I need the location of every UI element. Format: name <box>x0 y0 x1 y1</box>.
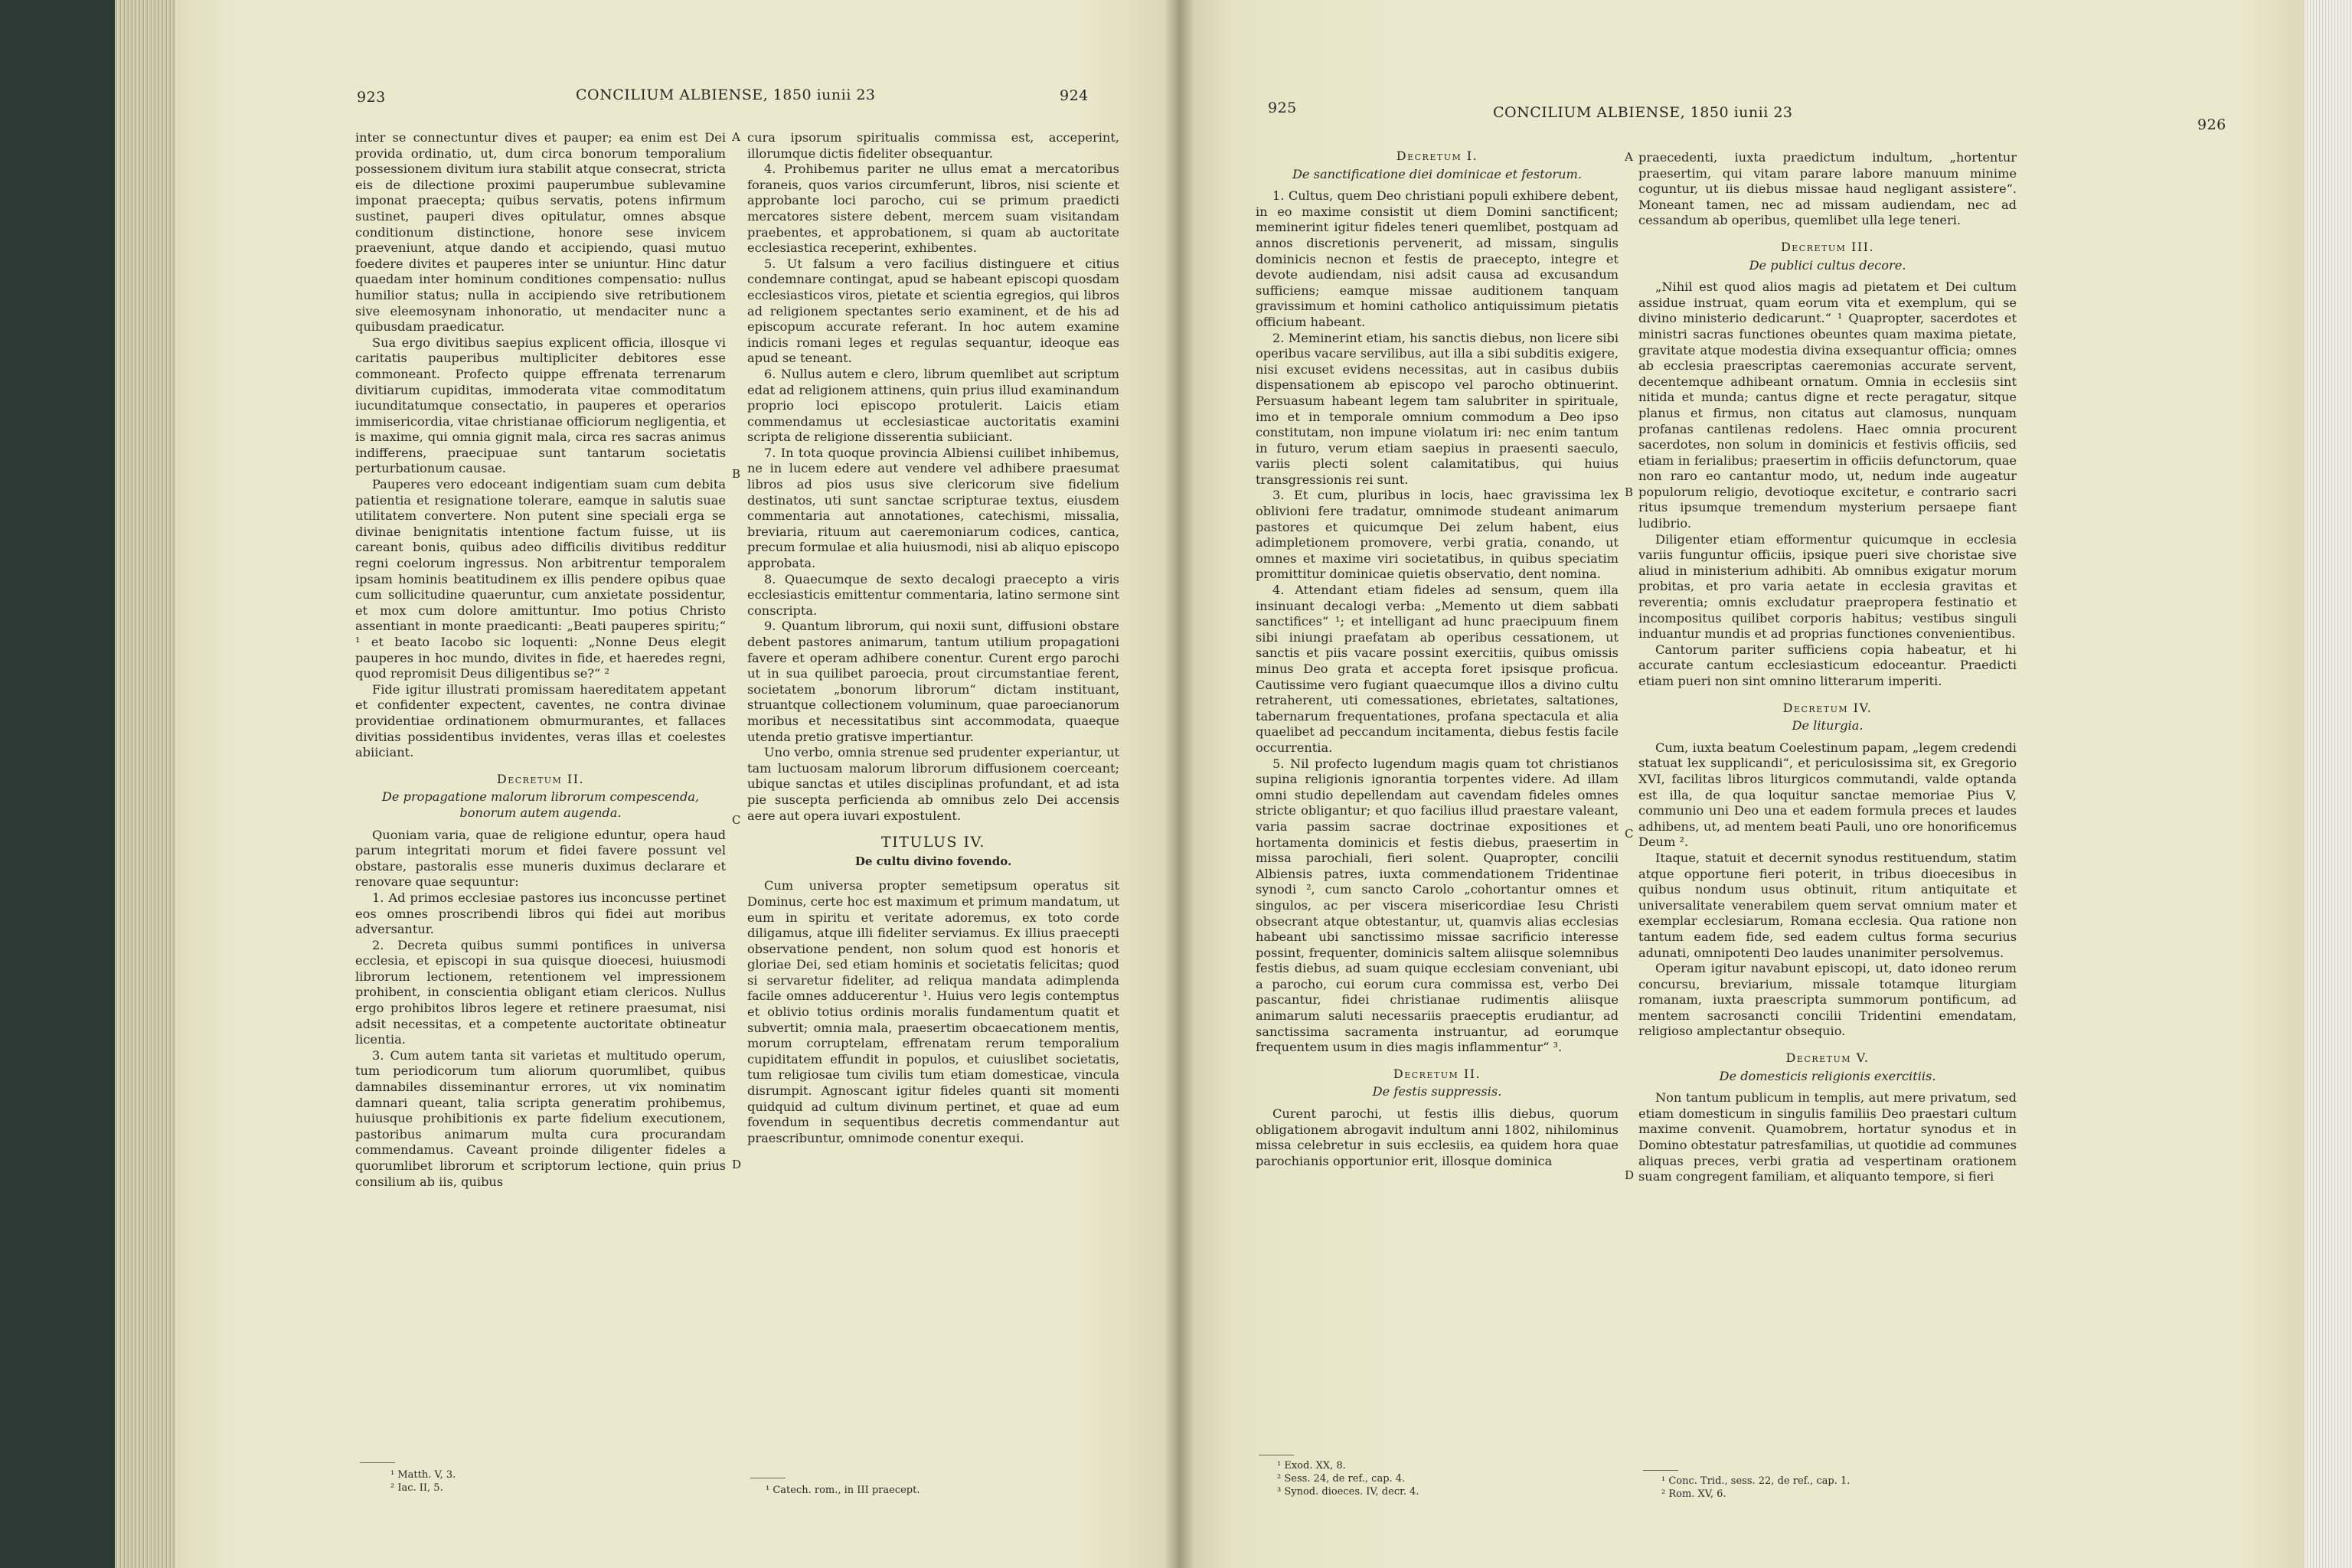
column-926 <box>1638 150 2017 1185</box>
paragraph: Quoniam varia, quae de religione eduntur, opera haud parum integritati morum et fidei favere possunt vel obstare, pastoralis esse muneris duximus declarare et renovare quae sequuntur: <box>355 827 726 890</box>
paragraph: inter se connectuntur dives et pauper; ea enim est Dei provida ordinatio, ut, dum circa bonorum temporalium possessionem divitum iura stabilit atque consecrat, stricta eis de dilectione proximi pauperumbue sublevamine imponat praecepta; quibus servatis, potens infirmum sustinet, pauperi dives opitulatur, omnes absque conditionum distinctione, honore sese invicem praeveniunt, atque dando et accipiendo, quasi mutuo foedere divites et pauperes inter se uniuntur. Hinc datur quaedam inter hominum conditiones compensatio: nullus humilior status; nulla in accipiendo sive retributionem sive eleemosynam inhonoratio, ut mendaciter nunc a quibusdam praedicatur. <box>355 130 726 335</box>
decree-subtitle: De festis suppressis. <box>1372 1084 1502 1099</box>
right-running-title: CONCILIUM ALBIENSE, 1850 iunii 23 <box>1493 104 1793 121</box>
paragraph: 5. Ut falsum a vero facilius distinguere et citius condemnare contingat, apud se habeant episcopi quosdam ecclesiasticos viros, pietate et scientia egregios, qui libros ad religionem spectantes serio examinent, et de his ad episcopum accurate referant. In hoc autem examine indicis romani leges et regulas sequantur, ideoque eas apud se teneant. <box>747 256 1119 366</box>
footnote: ¹ Exod. XX, 8. <box>1277 1460 1346 1472</box>
paragraph: 7. In tota quoque provincia Albiensi cuilibet inhibemus, ne in lucem edere aut vendere vel adhibere praesumat libros ad pios usus sive clericorum sive fidelium destinatos, uti sunt sanctae scripturae textus, eiusdem commentaria aut annotationes, catechismi, missalia, breviaria, rituum aut caeremoniarum codices, cantica, precum formulae et alia huiusmodi, nisi ab aliquo episcopo approbata. <box>747 445 1119 571</box>
footnote: ¹ Matth. V, 3. <box>390 1469 456 1481</box>
margin-letter-c: C <box>732 813 741 827</box>
paragraph: 3. Cum autem tanta sit varietas et multitudo operum, tum periodicorum tum aliorum quorumlibet, quibus damnabiles disseminantur errores, ut vix nominatim damnari queant, talia scripta generatim prohibemus, huiusque prohibitionis ex parte fidelium executionem, pastoribus animarum multa cura procurandam commendamus. Caveant proinde diligenter fideles a quorumlibet librorum et scriptorum lectione, quin prius consilium ab iis, quibus <box>355 1047 726 1189</box>
decree-heading: Decretum IV. <box>1782 700 1873 715</box>
margin-letter-b-right: B <box>1625 485 1634 499</box>
decree-heading: Decretum I. <box>1396 149 1478 163</box>
decree-subtitle: De liturgia. <box>1792 718 1864 733</box>
paragraph: Cum universa propter semetipsum operatus sit Dominus, certe hoc est maximum et primum mandatum, ut eum in spiritu et veritate adoremus, ex toto corde diligamus, atque illi fideliter serviamus. Ex illius praecepti observatione pendent, non solum quod est honoris et gloriae Dei, sed etiam hominis et societatis felicitas; quod si servaretur fideliter, ad reliqua mandata adimplenda facile omnes adducerentur ¹. Huius vero legis contemptus et oblivio totius ordinis moralis fundamentum quatit et subvertit; omnia mala, praesertim obcaecationem mentis, morum corruptelam, effrenatam rerum temporalium cupiditatem effundit in populos, et cuiuslibet societatis, tum religiosae tum civilis tum etiam domesticae, vincula disrumpit. Agnoscant igitur fideles quanti sit momenti quidquid ad cultum divinum pertinet, et quae ad eum fovendum in sequentibus decretis commendantur aut praescribuntur, omnimode conentur exequi. <box>747 878 1119 1145</box>
paragraph: 6. Nullus autem e clero, librum quemlibet aut scriptum edat ad religionem attinens, quin prius illud examinandum proprio loci episcopo protulerit. Laicis etiam commendamus ut ecclesiasticae auctoritatis examini scripta de religione disserentia subiiciant. <box>747 366 1119 445</box>
footnote-rule <box>1643 1470 1678 1471</box>
paragraph: Non tantum publicum in templis, aut mere privatum, sed etiam domesticum in singulis familiis Deo praestari cultum maxime convenit. Quamobrem, hortatur synodus et in Domino obtestatur patresfamilias, ut quotidie ad communes aliquas preces, verbi gratia ad vespertinam orationem suam congregent familiam, et aliquanto tempore, si fieri <box>1638 1090 2017 1184</box>
paragraph: Uno verbo, omnia strenue sed prudenter experiantur, ut tam luctuosam malorum librorum diffusionem coerceant; ubique sanctas et utiles disciplinas profundant, et ad ista pie suscepta perficienda ab omnibus zelo Dei accensis aere aut opera iuvari expostulent. <box>747 745 1119 823</box>
paragraph: 4. Prohibemus pariter ne ullus emat a mercatoribus foraneis, quos varios circumferunt, libros, nisi sciente et approbante loci parocho, cui se primum praedicti mercatores sistere debent, mercem suam visitandam praebentes, et approbationem, si quam ab auctoritate ecclesiastica receperint, exhibentes. <box>747 162 1119 256</box>
footnotes-924 <box>766 1484 1072 1497</box>
column-923 <box>355 130 726 1190</box>
paragraph: 4. Attendant etiam fideles ad sensum, quem illa insinuant decalogi verba: „Memento ut diem sabbati sanctifices“ ¹; et intelligant ad hunc praecipuum finem sibi iniungi praefatam ab operibus cessationem, ut sanctis et piis vacare possint exercitiis, quibus omissis minus Deo grata et accepta foret ipsisque proficua. Cautissime vero fugiant quaecumque illos a divino cultu retraherent, uti comessationes, ebrietates, saltationes, tabernarum frequentationes, profana spectacula et alia quaelibet ad peccandum incitamenta, diebus festis facile occurrentia. <box>1256 583 1619 755</box>
paragraph: praecedenti, iuxta praedictum indultum, „hortentur praesertim, qui vitam parare labore manuum minime coguntur, ut iis diebus missae haud negligant assistere“. Moneant tamen, nec ad missam audiendam, nec ad cessandum ab operibus, quemlibet ulla lege teneri. <box>1638 150 2017 228</box>
paragraph: 5. Nil profecto lugendum magis quam tot christianos supina religionis ignorantia torpentes videre. Ad illam omni studio depellendam aut cavendam fideles omnes stricte obligantur; et quo facilius illud praestare valeant, varia passim sacrae doctrinae expositiones et hortamenta dominicis et festis diebus, praesertim in missa parochiali, fieri solent. Quapropter, concilii Albiensis patres, iuxta commendationem Tridentinae synodi ², cum sancto Carolo „cohortantur omnes et singulos, ac per viscera misericordiae Iesu Christi obsecrant atque obtestantur, ut, quamvis alias ecclesias habeant ubi sanctissimo missae sacrificio interesse possint, frequenter, dominicis saltem aliisque solemnibus festis diebus, ad suam quique ecclesiam conveniant, ubi a parocho, cui eorum cura commissa est, verbo Dei pascantur, fidei christianae rudimentis aliisque animarum saluti necessariis praeceptis erudiantur, ad sanctissima sacramenta instruantur, ad eorumque frequentem usum in dies magis inflammentur“ ³. <box>1256 756 1619 1055</box>
decree-subtitle: De domesticis religionis exercitiis. <box>1719 1068 1936 1083</box>
titulus-subtitle: De cultu divino fovendo. <box>854 854 1012 868</box>
margin-letter-a-right: A <box>1625 150 1633 164</box>
decree-subtitle: De publici cultus decore. <box>1749 257 1906 273</box>
decree-heading: Decretum II. <box>496 771 585 786</box>
margin-letter-b: B <box>732 467 741 481</box>
paragraph: 2. Meminerint etiam, his sanctis diebus, non licere sibi operibus vacare servilibus, aut illa a sibi subditis exigere, nisi excuset evidens necessitas, aut in casibus dubiis dispensationem ab episcopo vel parocho obtinuerint. Persuasum habeant legem tam salubriter in spirituale, imo et in temporale omnium commodum a Deo ipso constitutam, non impune violatum iri: nec enim tantum in futuro, verum etiam saepius in praesenti saeculo, variis plecti solent calamitatibus, qui huius transgressionis rei sunt. <box>1256 330 1619 487</box>
footnote: ² Rom. XV, 6. <box>1661 1488 1726 1500</box>
paragraph: Itaque, statuit et decernit synodus restituendum, statim atque opportune fieri poterit, in tribus dioecesibus in quibus nondum usus obtinuit, ritum antiquitate et universalitate venerabilem quem servat omnium mater et exemplar ecclesiarum, Romana ecclesia. Qua ratione non tantum eadem fide, sed eadem cultus forma securius adunati, omnipotenti Deo laudes unanimiter persolvemus. <box>1638 850 2017 960</box>
right-column-number: 926 <box>2197 116 2226 133</box>
paragraph: 2. Decreta quibus summi pontifices in universa ecclesia, et episcopi in sua quisque dioecesi, huiusmodi librorum lectionem, retentionem vel impressionem prohibent, in conscientia obligant etiam clericos. Nullus ergo prohibitos libros legere et retinere praesumat, nisi adsit necessitas, et a competente auctoritate obtineatur licentia. <box>355 937 726 1047</box>
right-page-number: 925 <box>1268 100 1297 116</box>
footnotes-926 <box>1661 1475 1983 1501</box>
left-page-number: 923 <box>357 89 386 106</box>
footnote: ³ Synod. dioeces. IV, decr. 4. <box>1277 1486 1419 1498</box>
paragraph: Fide igitur illustrati promissam haereditatem appetant et confidenter expectent, caventes, ne contra divinae providentiae ordinationem obmurmurantes, et fallaces divitias possidentibus invidentes, veras illas et coelestes abiiciant. <box>355 681 726 760</box>
margin-letter-a: A <box>732 130 740 144</box>
paragraph: Cantorum pariter sufficiens copia habeatur, et hi accurate cantum ecclesiasticum edoceantur. Praedicti etiam pueri non sint omnino litterarum imperiti. <box>1638 642 2017 688</box>
decree-subtitle: De propagatione malorum librorum compescenda, bonorum autem augenda. <box>381 789 700 820</box>
footnotes-923 <box>390 1468 697 1494</box>
paragraph: „Nihil est quod alios magis ad pietatem et Dei cultum assidue instruat, quam eorum vita et exemplum, qui se divino ministerio dedicarunt.“ ¹ Quapropter, sacerdotes et ministri sacras functiones obeuntes quam maxima pietate, gravitate atque modestia divina exsequantur officia; omnes ab ecclesia praescriptas caeremonias accurate servent, decentemque adhibeant ornatum. Omnia in ecclesiis sint nitida et munda; cantus digne et recte peragatur, sitque planus et firmus, non citatus aut clamosus, nunquam profanas cantilenas redolens. Haec omnia procurent sacerdotes, non solum in dominicis et festivis officiis, sed etiam in ferialibus; praesertim in officiis defunctorum, quae non raro eo cantantur modo, ut, nedum inde augeatur populorum religio, devotioque excitetur, e contrario sacri ritus ipsumque tremendum mysterium persaepe fiant ludibrio. <box>1638 279 2017 531</box>
book-gutter <box>1164 0 1194 1568</box>
footnote: ² Sess. 24, de ref., cap. 4. <box>1277 1473 1406 1485</box>
paragraph: 9. Quantum librorum, qui noxii sunt, diffusioni obstare debent pastores animarum, tantum utilium propagationi favere et operam adhibere conentur. Curent ergo parochi ut in sua quilibet paroecia, prout circumstantiae ferent, societatem „bonorum librorum“ dictam instituant, struantque collectionem voluminum, quae paroecianorum moribus et necessitatibus sint accommodata, quaeque utenda pretio gratisve impertiantur. <box>747 619 1119 744</box>
paragraph: 3. Et cum, pluribus in locis, haec gravissima lex oblivioni fere tradatur, omnimode studeant animarum pastores et quicumque Dei zelum habent, eius adimpletionem promovere, verbi gratia, conando, ut omnes et maxime viri societatibus, in quibus speciatim promittitur dominicae quietis observatio, dent nomina. <box>1256 488 1619 582</box>
paragraph: Pauperes vero edoceant indigentiam suam cum debita patientia et resignatione tolerare, eamque in salutis suae utilitatem convertere. Non putent sine speciali erga se divinae benignitatis intentione factum fuisse, ut iis careant bonis, quibus adeo difficilis divitibus redditur regni coelorum ingressus. Non arbitrentur temporalem ipsam hominis beatitudinem ex illis pendere opibus quae cum sollicitudine quaeruntur, cum anxietate possidentur, et mox cum dolore amittuntur. Imo potius Christo assentiant in monte praedicanti: „Beati pauperes spiritu;“ ¹ et beato Iacobo sic loquenti: „Nonne Deus elegit pauperes in hoc mundo, divites in fide, et haeredes regni, quod repromisit Deus diligentibus se?“ ² <box>355 477 726 681</box>
decree-heading: Decretum V. <box>1785 1050 1870 1066</box>
paragraph: 1. Ad primos ecclesiae pastores ius inconcusse pertinet eos omnes proscribendi libros qui fidei aut moribus adversantur. <box>355 890 726 937</box>
footnote: ¹ Conc. Trid., sess. 22, de ref., cap. 1. <box>1661 1475 1851 1487</box>
footnote: ¹ Catech. rom., in III praecept. <box>766 1485 920 1496</box>
decree-subtitle: De sanctificatione diei dominicae et festorum. <box>1292 166 1583 181</box>
paragraph: Operam igitur navabunt episcopi, ut, dato idoneo rerum concursu, breviarium, missale totamque liturgiam romanam, iuxta praescripta summorum pontificum, ad mentem sacrosancti concilii Tridentini emendatam, religioso amplectantur obsequio. <box>1638 961 2017 1039</box>
titulus-heading: TITULUS IV. <box>881 834 985 851</box>
footnote: ² Iac. II, 5. <box>390 1482 443 1494</box>
margin-letter-d: D <box>732 1158 742 1171</box>
decree-heading: Decretum III. <box>1780 239 1875 254</box>
paragraph: Cum, iuxta beatum Coelestinum papam, „legem credendi statuat lex supplicandi“, et periculosissima sit, ex Gregorio XVI, facilitas libros liturgicos commutandi, valde optanda est illa, de qua loquitur sanctae memoriae Pius V, communio uni Deo una et eadem formula preces et laudes adhibens, ut, ad mentem beati Pauli, uno ore honorificemus Deum ². <box>1638 740 2017 850</box>
left-column-number: 924 <box>1060 87 1089 104</box>
paragraph: 8. Quaecumque de sexto decalogi praecepto a viris ecclesiasticis emittentur commentaria, latino sermone sint conscripta. <box>747 571 1119 618</box>
column-924 <box>747 130 1119 1146</box>
page-stack-right <box>2305 0 2352 1568</box>
column-925 <box>1256 149 1619 1169</box>
left-running-title: CONCILIUM ALBIENSE, 1850 iunii 23 <box>576 87 876 103</box>
footnote-rule <box>360 1462 395 1463</box>
paragraph: Sua ergo divitibus saepius explicent officia, illosque vi caritatis pauperibus multipliciter debitores esse commoneant. Profecto quippe effrenata terrenarum divitiarum cupiditas, immoderata vitae commoditatum iucunditatumque consectatio, in pauperes et operarios immisericordia, vitae christianae officiorum negligentia, et is maxime, qui omnia gignit mala, circa res sacras animus indifferens, praecipuae sunt tantarum societatis perturbationum causae. <box>355 335 726 476</box>
margin-letter-c-right: C <box>1625 827 1634 841</box>
decree-heading: Decretum II. <box>1393 1066 1481 1081</box>
page-stack-left <box>115 0 176 1568</box>
margin-letter-d-right: D <box>1625 1168 1635 1182</box>
paragraph: Diligenter etiam efformentur quicumque in ecclesia variis funguntur officiis, ipsique pueri sive choristae sive aliud in ministerium adhibiti. Ab omnibus exigatur morum probitas, et pro varia aetate in ecclesia gravitas et reverentia; omnis excludatur praepropera festinatio et incompositus quilibet corporis habitus; vestibus singuli induantur mundis et ad proprias functiones convenientibus. <box>1638 531 2017 642</box>
paragraph: Curent parochi, ut festis illis diebus, quorum obligationem abrogavit indultum anni 1802, nihilominus missa celebretur in suis ecclesiis, ea quidem hora quae parochianis opportunior erit, illosque dominica <box>1256 1106 1619 1168</box>
footnotes-925 <box>1277 1459 1583 1498</box>
paragraph: 1. Cultus, quem Deo christiani populi exhibere debent, in eo maxime consistit ut diem Domini sanctificent; meminerint igitur fideles teneri quemlibet, postquam ad annos discretionis pervenerit, ad missam, singulis dominicis necnon et festis de praecepto, integre et devote audiendam, nisi adsit causa ad excusandum sufficiens; eamque missae auditionem tanquam gravissimum et homini catholico antiquissimum pietatis officium habeant. <box>1256 188 1619 329</box>
paragraph: cura ipsorum spiritualis commissa est, acceperint, illorumque dictis fideliter obsequantur. <box>747 130 1119 161</box>
